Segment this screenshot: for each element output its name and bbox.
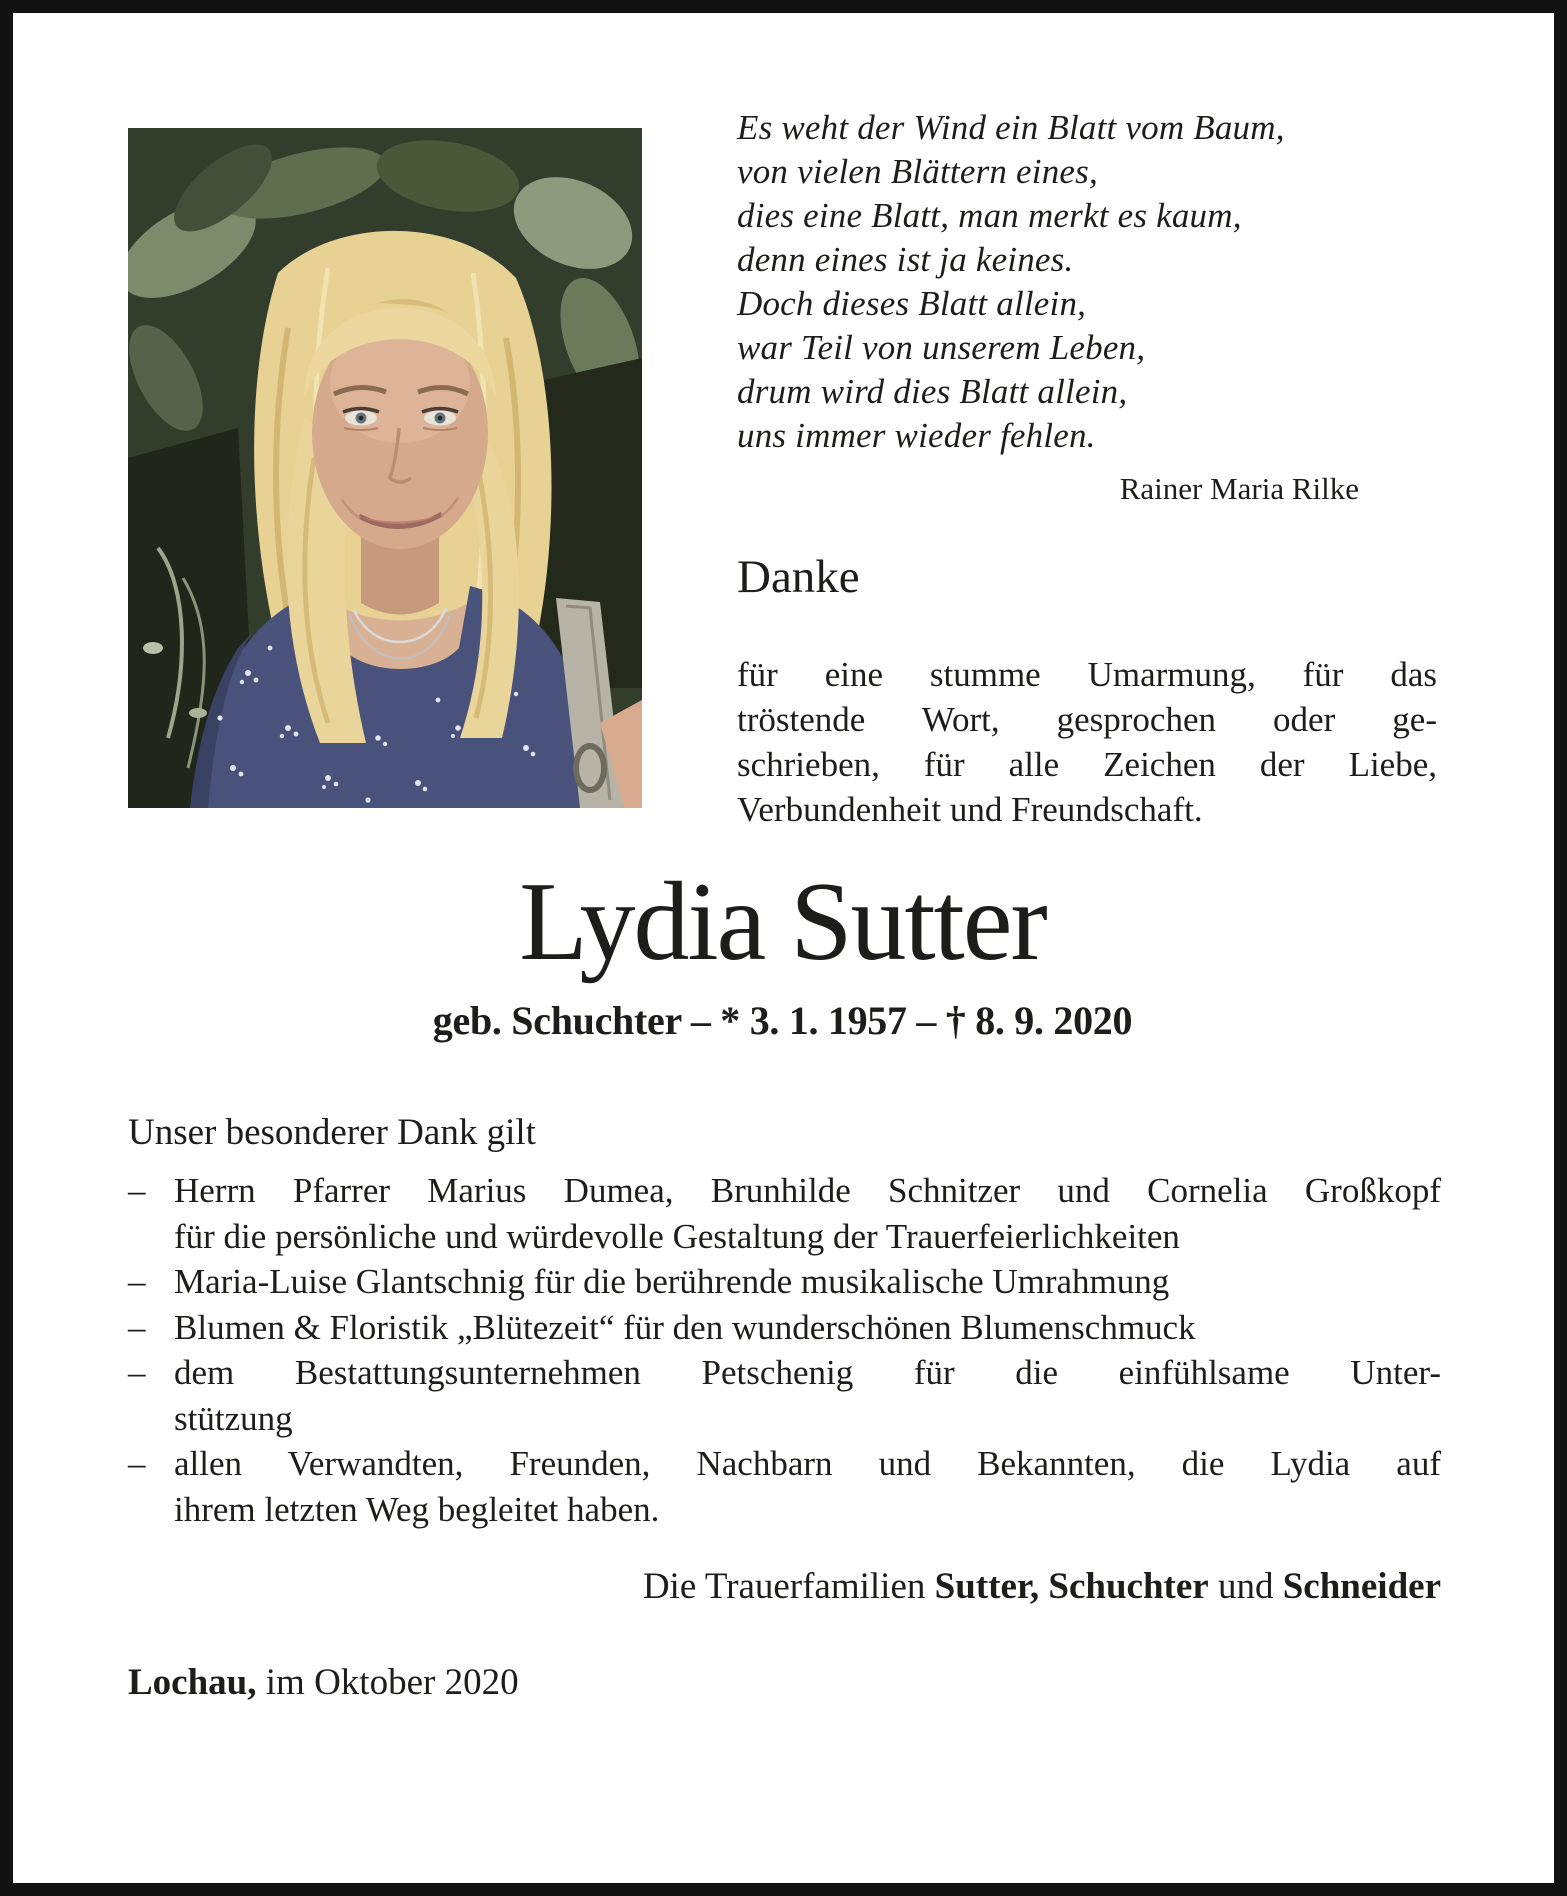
poem-line: uns immer wieder fehlen. <box>737 416 1096 455</box>
list-item-line: stützung <box>174 1398 293 1438</box>
deceased-name: Lydia Sutter <box>519 860 1046 984</box>
list-item-line: Herrn Pfarrer Marius Dumea, Brunhilde Schnitzer und Cornelia Großkopf <box>174 1171 1441 1210</box>
place: Lochau, <box>128 1662 257 1703</box>
portrait-photo <box>128 128 642 808</box>
list-item-line: ihrem letzten Weg begleitet haben. <box>174 1489 660 1529</box>
thanks-line: Verbundenheit und Freundschaft. <box>737 790 1203 829</box>
list-item <box>128 1168 1441 1259</box>
list-item-line: Blumen & Floristik „Blütezeit“ für den wunderschönen Blumenschmuck <box>174 1307 1196 1347</box>
right-column <box>737 106 1437 832</box>
poem-line: war Teil von unserem Leben, <box>737 328 1146 367</box>
families-connector: und <box>1208 1566 1283 1607</box>
poem-line: Es weht der Wind ein Blatt vom Baum, <box>737 108 1285 147</box>
list-item-line: Maria-Luise Glantschnig für die berührende musikalische Umrahmung <box>174 1262 1170 1301</box>
acknowledgements-list <box>128 1168 1441 1532</box>
dash-bullet: – <box>128 1444 146 1483</box>
dash-bullet: – <box>128 1171 146 1210</box>
place-date-line <box>128 1660 519 1706</box>
thanks-paragraph <box>737 652 1437 832</box>
poem-line: denn eines ist ja keines. <box>737 240 1074 279</box>
list-item-line: dem Bestattungsunternehmen Petschenig für die einfühlsame Unter- <box>174 1353 1441 1392</box>
list-item <box>128 1305 1441 1351</box>
dash-bullet: – <box>128 1262 146 1301</box>
thanks-line: für eine stumme Umarmung, für das <box>737 655 1437 694</box>
dash-bullet: – <box>128 1307 146 1347</box>
list-item-line: für die persönliche und würdevolle Gestaltung der Trauerfeierlichkeiten <box>174 1216 1180 1256</box>
poem-line: drum wird dies Blatt allein, <box>737 372 1128 411</box>
thanks-heading: Danke <box>737 551 860 603</box>
portrait-illustration <box>128 128 642 808</box>
poem-line: Doch dieses Blatt allein, <box>737 284 1087 323</box>
dash-bullet: – <box>128 1353 146 1392</box>
list-item <box>128 1441 1441 1532</box>
poem <box>737 106 1437 458</box>
poem-line: dies eine Blatt, man merkt es kaum, <box>737 196 1242 235</box>
list-item-line: allen Verwandten, Freunden, Nachbarn und Bekannten, die Lydia auf <box>174 1444 1441 1483</box>
deceased-vitals: geb. Schuchter – * 3. 1. 1957 – † 8. 9. 2020 <box>432 998 1133 1043</box>
acknowledgements-intro: Unser besonderer Dank gilt <box>128 1112 536 1153</box>
poem-attribution: Rainer Maria Rilke <box>1119 471 1359 506</box>
list-item <box>128 1259 1441 1305</box>
families-names-1: Sutter, Schuchter <box>934 1566 1209 1607</box>
date: im Oktober 2020 <box>256 1662 519 1703</box>
families-names-2: Schneider <box>1282 1566 1441 1607</box>
list-item <box>128 1350 1441 1441</box>
mourning-families-line <box>128 1564 1441 1610</box>
poem-line: von vielen Blättern eines, <box>737 152 1098 191</box>
thanks-line: tröstende Wort, gesprochen oder ge- <box>737 700 1437 739</box>
families-prefix: Die Trauerfamilien <box>642 1566 935 1607</box>
thanks-line: schrieben, für alle Zeichen der Liebe, <box>737 745 1437 784</box>
